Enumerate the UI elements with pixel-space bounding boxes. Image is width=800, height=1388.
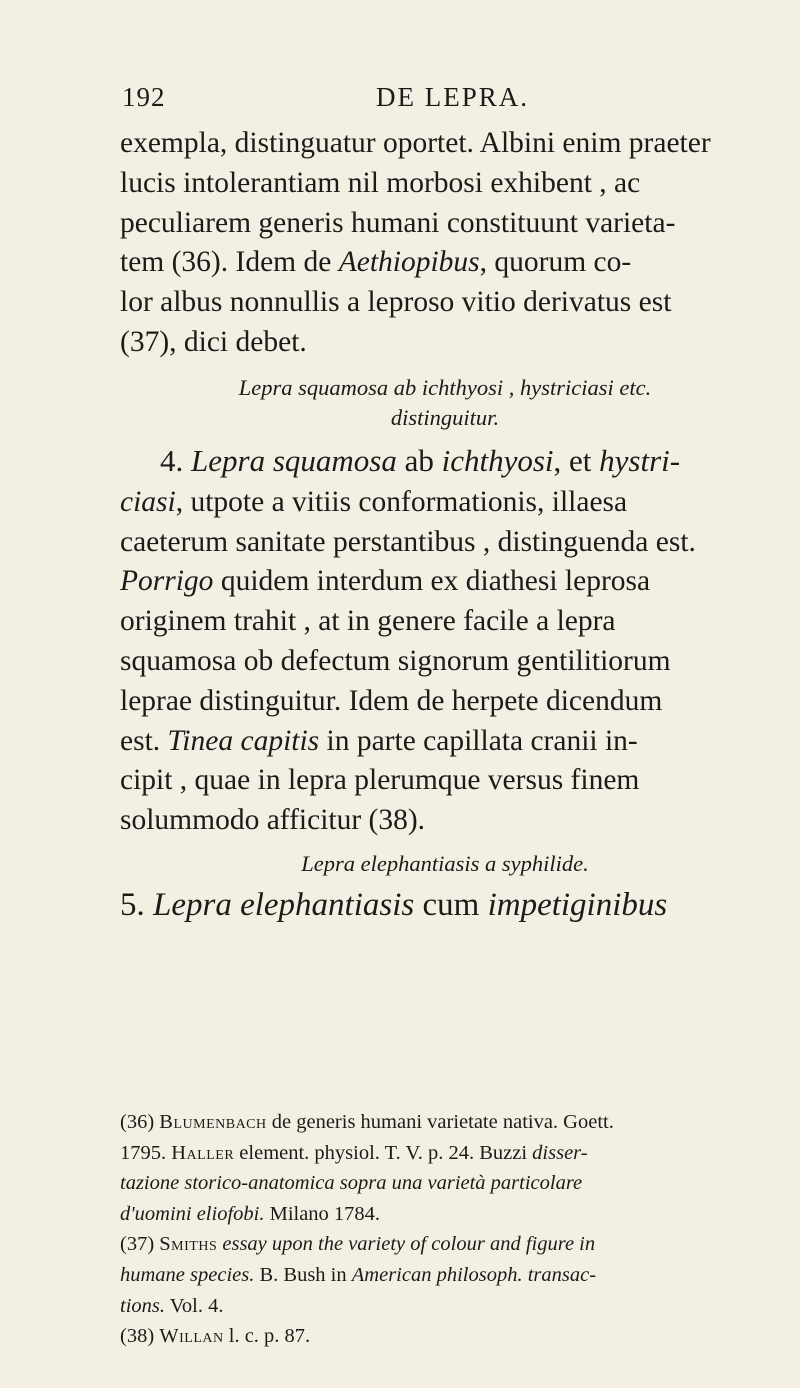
text-line: leprae distinguitur. Idem de herpete dicendum bbox=[120, 684, 663, 717]
section-subtitle: Lepra elephantiasis a syphilide. bbox=[301, 850, 589, 876]
page-number: 192 bbox=[122, 82, 166, 112]
footnote-line: 1795. Haller element. physiol. T. V. p. 24. Buzzi disser- bbox=[120, 1141, 588, 1164]
text-line: exempla, distinguatur oportet. Albini enim praeter bbox=[120, 127, 711, 159]
footnote-line: tazione storico-anatomica sopra una varietà particolare bbox=[120, 1172, 583, 1195]
text-line: (37), dici debet. bbox=[120, 325, 307, 358]
section-heading-5: 5. Lepra elephantiasis cum impetiginibus bbox=[120, 886, 668, 923]
footnote-37: (37) Smiths essay upon the variety of colour and figure in bbox=[120, 1233, 596, 1256]
running-head: DE LEPRA. bbox=[376, 82, 529, 112]
text-line: lucis intolerantiam nil morbosi exhibent , ac bbox=[120, 166, 641, 199]
text-line: cipit , quae in lepra plerumque versus finem bbox=[120, 764, 640, 797]
footnote-38: (38) Willan l. c. p. 87. bbox=[120, 1325, 311, 1348]
text-line: caeterum sanitate perstantibus , distinguenda est. bbox=[120, 525, 696, 558]
footnote-line: humane species. B. Bush in American philosoph. transac- bbox=[120, 1263, 597, 1286]
section-subtitle: distinguitur. bbox=[390, 404, 500, 430]
text-line: est. Tinea capitis in parte capillata cranii in- bbox=[120, 724, 638, 757]
text-line: originem trahit , at in genere facile a lepra bbox=[120, 605, 616, 638]
text-line: tem (36). Idem de Aethiopibus, quorum co- bbox=[120, 246, 632, 279]
footnote-line: tions. Vol. 4. bbox=[120, 1294, 224, 1317]
section-heading-4: 4. Lepra squamosa ab ichthyosi, et hystri- bbox=[160, 442, 681, 478]
text-line: Porrigo quidem interdum ex diathesi leprosa bbox=[120, 565, 651, 598]
text-line: peculiarem generis humani constituunt varieta- bbox=[120, 206, 676, 239]
text-line: lor albus nonnullis a leproso vitio derivatus est bbox=[120, 286, 672, 319]
footnote-36: (36) Blumenbach de generis humani varietate nativa. Goett. bbox=[120, 1111, 614, 1133]
footnote-line: d'uomini eliofobi. Milano 1784. bbox=[120, 1202, 381, 1225]
text-line: ciasi, utpote a vitiis conformationis, illaesa bbox=[120, 485, 628, 518]
text-line: solummodo afficitur (38). bbox=[120, 804, 426, 837]
main-text bbox=[120, 124, 770, 927]
text-line: squamosa ob defectum signorum gentilitiorum bbox=[120, 644, 671, 677]
footnotes bbox=[120, 1107, 770, 1352]
section-subtitle: Lepra squamosa ab ichthyosi , hystriciasi etc. bbox=[238, 374, 652, 400]
